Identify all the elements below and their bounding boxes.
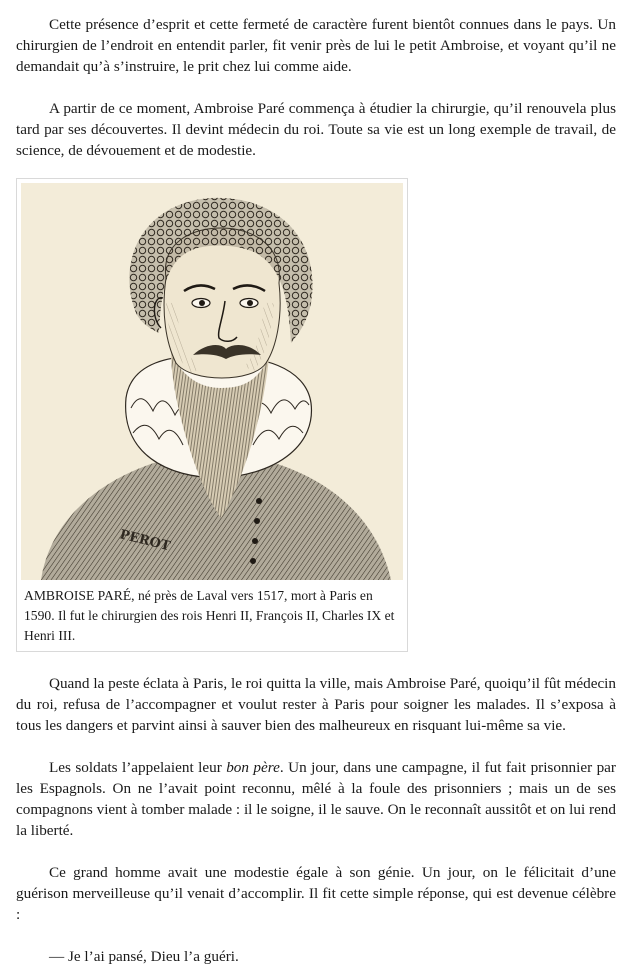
paragraph-4-italic: bon père	[226, 759, 280, 776]
paragraph-5: Ce grand homme avait une modestie égale à son génie. Un jour, on le félicitait d’une guérison merveilleuse qu’il venait d’accomplir. Il fit cette simple réponse, qui est devenue célèbre :	[16, 864, 616, 923]
paragraph-1: Cette présence d’esprit et cette fermeté de caractère furent bientôt connues dans le pays. Un chirurgien de l’endroit en entendit parler, fit venir près de lui le petit Ambroise, et voyant qu’il ne demandait qu’à s’instruire, le prit chez lui comme aide.	[16, 16, 616, 75]
paragraph-4-end: . Un jour, dans une campagne, il fut fait prisonnier par les Espagnols. On ne l’avait point reconnu, mêlé à la foule des prisonniers ; mais un de ses compagnons vient à tomber malade : il le soigne, il le sauve. On le reconnaît aussitôt et on lui rend la liberté.	[16, 759, 616, 839]
paragraph-4-start: Les soldats l’appelaient leur	[49, 759, 227, 776]
paragraph-3: Quand la peste éclata à Paris, le roi quitta la ville, mais Ambroise Paré, quoiqu’il fût médecin du roi, refusa de l’accompagner et voulut rester à Paris pour soigner les malades. Il s’exposa à tous les dangers et parvint ainsi à sauver bien des malheureux en risquant lui-même sa vie.	[16, 675, 616, 734]
figure-caption: AMBROISE PARÉ, né près de Laval vers 1517, mort à Paris en 1590. Il fut le chirurgien des rois Henri II, François II, Charles IX et Henri III.	[24, 588, 395, 643]
paragraph-4	[16, 757, 616, 841]
portrait-engraving	[21, 183, 403, 580]
engraver-signature: PEROT	[118, 527, 172, 555]
portrait-figure	[16, 178, 408, 652]
paragraph-6: — Je l’ai pansé, Dieu l’a guéri.	[49, 948, 239, 965]
paragraph-2: A partir de ce moment, Ambroise Paré commença à étudier la chirurgie, qu’il renouvela plus tard par ses découvertes. Il devint médecin du roi. Toute sa vie est un long exemple de travail, de science, de dévouement et de modestie.	[16, 100, 616, 159]
document-page	[16, 0, 616, 967]
